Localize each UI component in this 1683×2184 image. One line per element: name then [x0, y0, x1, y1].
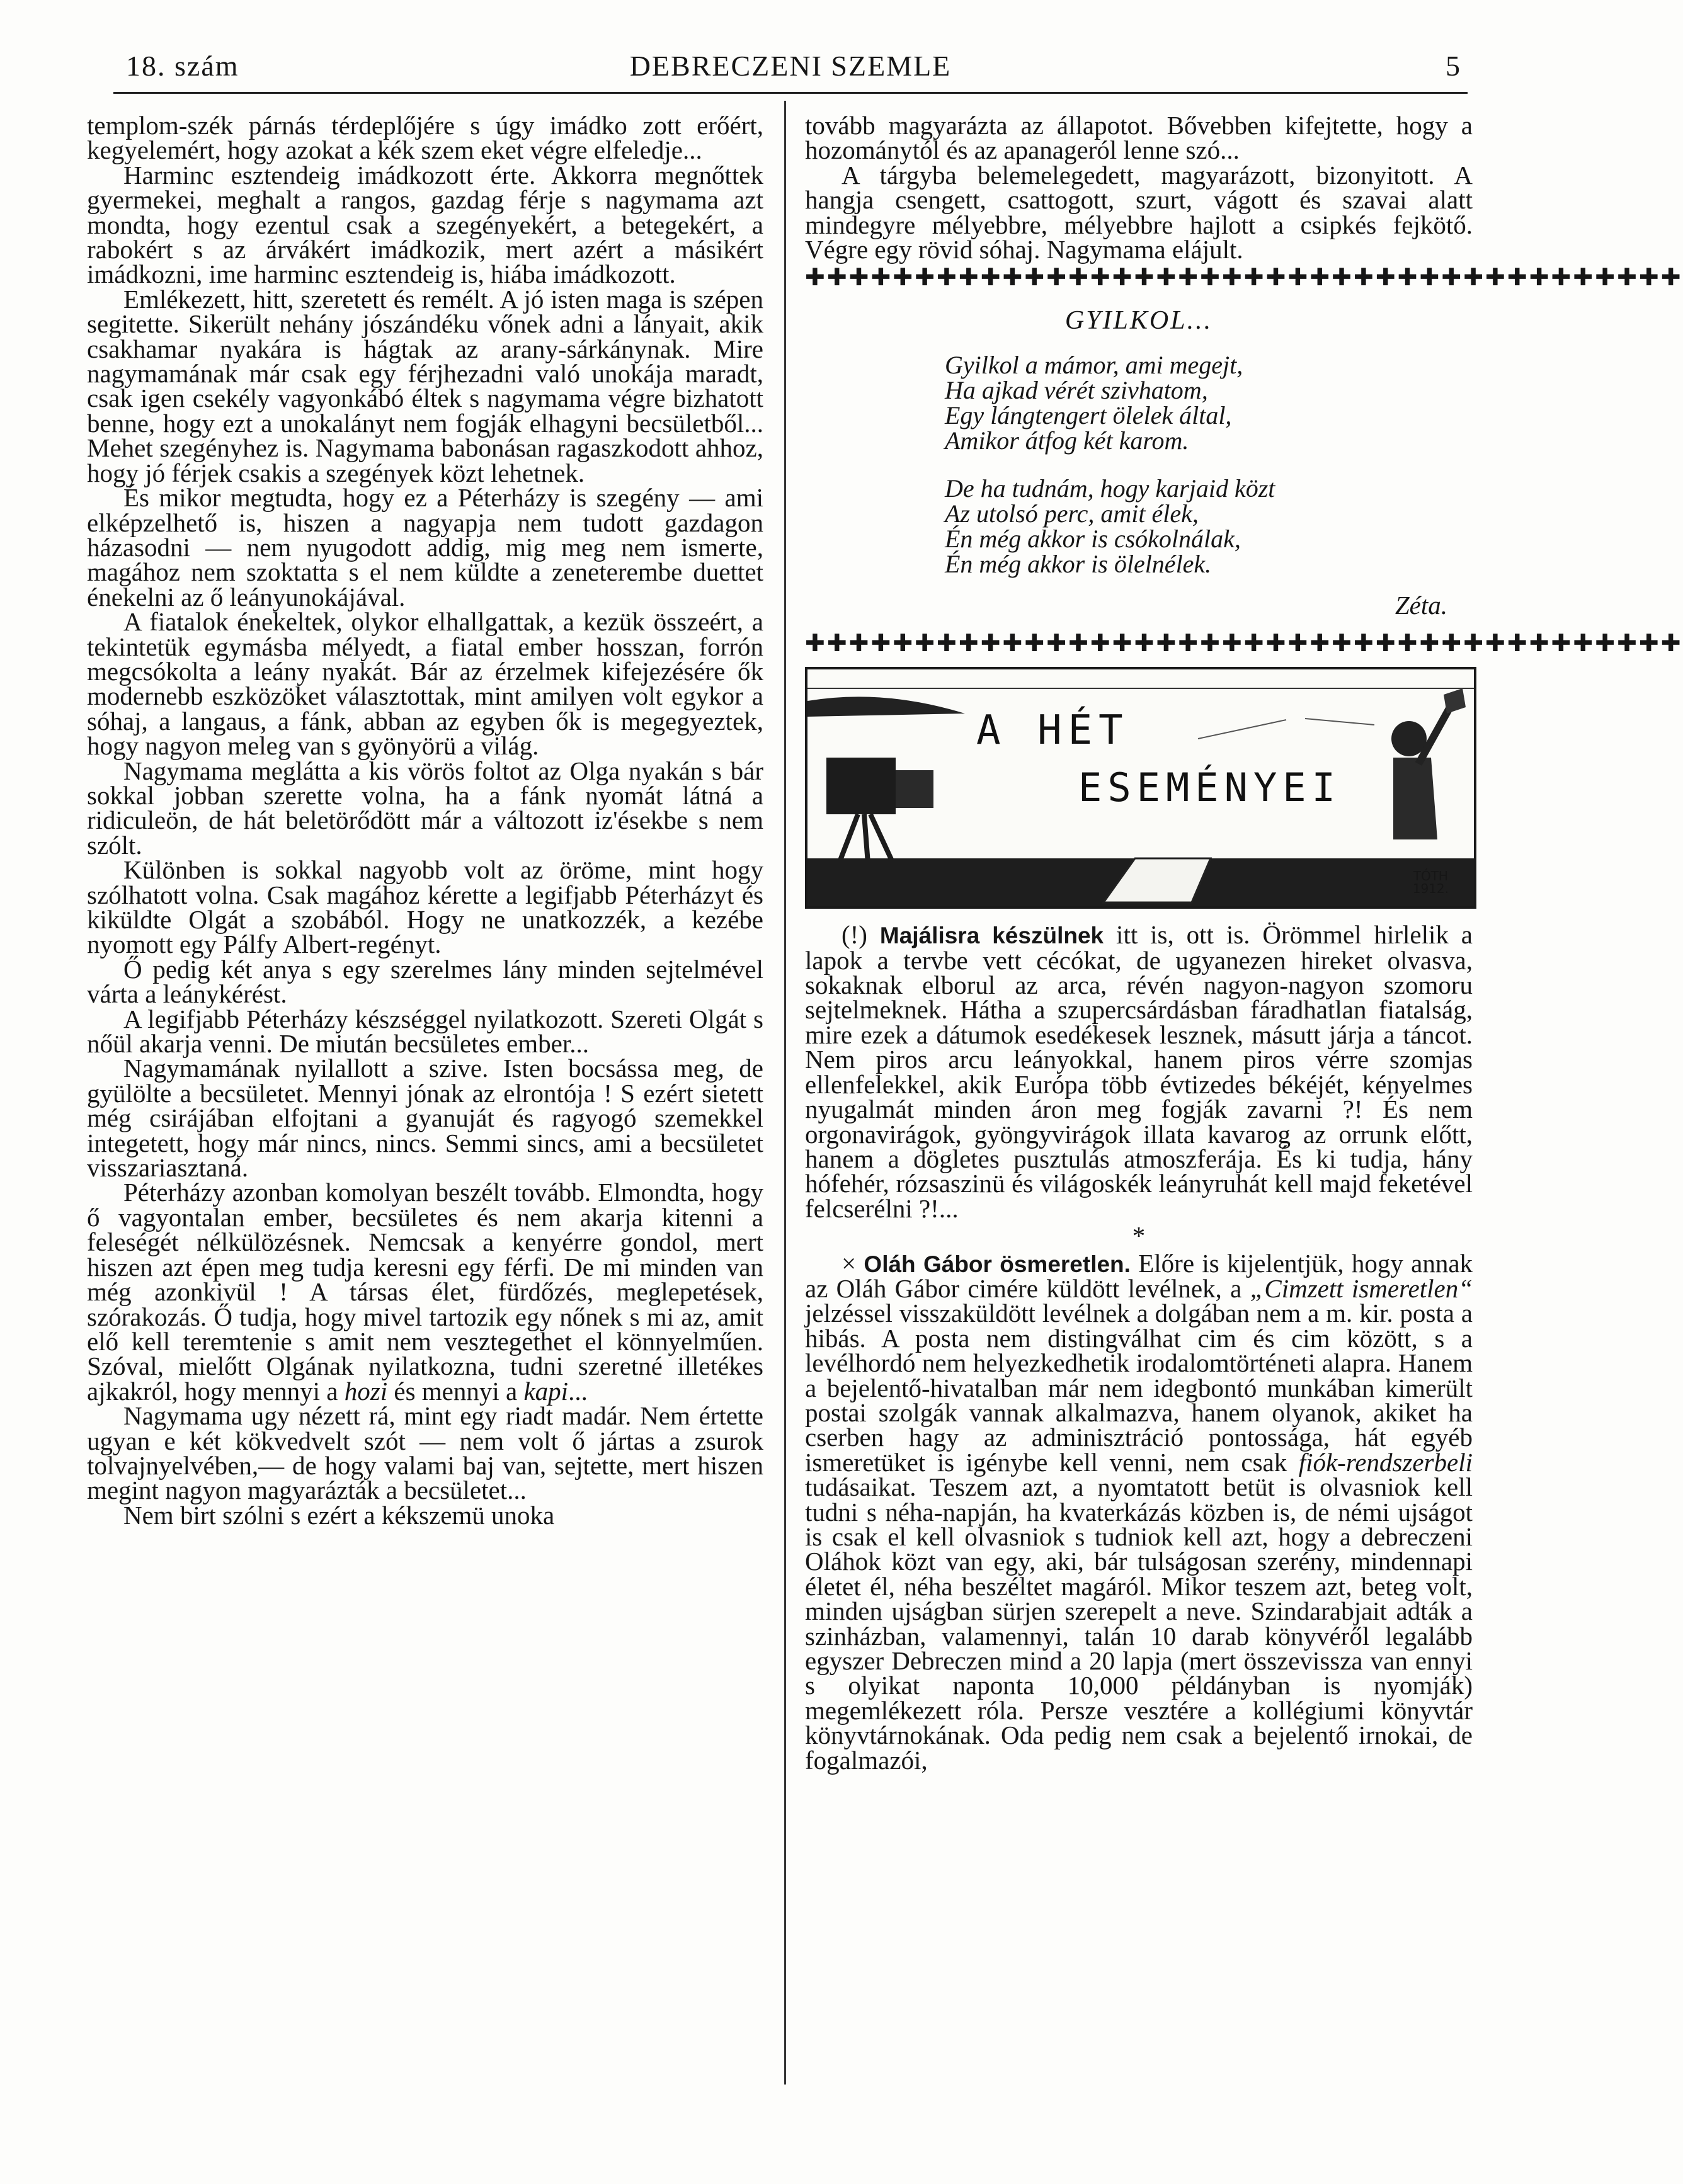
paragraph: Különben is sokkal nagyobb volt az öröme, mint hogy szólhatott volna. Csak magához kérette a legifjabb Péterházyt és kiküldte Olgát a szobából. Hogy ne unatkozzék, a kezébe nyomott egy Pálfy Albert-regényt.: [87, 855, 763, 959]
figure-icon: [1391, 688, 1466, 839]
column-divider: [784, 101, 786, 2084]
poem-signature: Zéta.: [1395, 590, 1447, 620]
poem-line: De ha tudnám, hogy karjaid közt: [945, 474, 1275, 503]
paragraph: Nagymama ugy nézett rá, mint egy riadt madár. Nem értette ugyan e két kökvedvelt szót — nem volt ő jártas a zsurok tolvajnyelvében,— de hogy valami baj van, sejtette, mert hiszen megint nagyon magyarázták a becsületet...: [87, 1401, 763, 1505]
paragraph: [87, 1180, 763, 1404]
news-item: [805, 920, 1473, 1223]
paragraph: A fiatalok énekeltek, olykor elhallgattak, a kezük összeért, a tekintetük egymásba mélyedt, a fiatal ember hosszan, forrón megcsókolta a leány nyakát. Bár az érzelmek kifejezésére ők modernebb eszközöket választottak, mint amilyen volt egykor a sóhaj, a langaus, a fánk, abban az egyben ők is megegyeztek, hogy nagyon meleg van s gyönyörü a világ.: [87, 607, 763, 761]
page-header: [113, 49, 1468, 87]
ornament-rule: ✚✚✚✚✚✚✚✚✚✚✚✚✚✚✚✚✚✚✚✚✚✚✚✚✚✚✚✚✚✚✚✚✚✚✚✚✚✚✚✚: [805, 629, 1683, 657]
banner-subtitle: ESEMÉNYEI: [1078, 765, 1341, 811]
poem-title: GYILKOL...: [1064, 306, 1213, 336]
item-marker: (!): [841, 920, 867, 950]
poem-line: Ha ajkad vérét szivhatom,: [945, 375, 1208, 404]
paragraph: Nagymama meglátta a kis vörös foltot az Olga nyakán s bár sokkal jobban szerette volna, ha a fánk nyomát látná a ridiculeön, de hát beletörődött már a változott iz'ésekbe s nem szólt.: [87, 756, 763, 860]
section-banner: [805, 667, 1476, 909]
header-rule: [113, 92, 1468, 94]
item-text: Előre is kijelentjük, hogy annak az Oláh Gábor cimére küldött levélnek, a: [805, 1248, 1473, 1303]
italic-word: kapi: [523, 1376, 569, 1406]
poem-line: Amikor átfog két karom.: [945, 426, 1189, 455]
paragraph: Nem birt szólni s ezért a kékszemü unoka: [123, 1500, 555, 1530]
item-text: itt is, ott is. Örömmel hirlelik a lapok a tervbe vett cécókat, de ugyanezen hireket olvasva, sokaknak elborul az arca, révén nagyon-nagyon szomoru sejtelmeknek. Hátha a szupercsárdásban fáradhatlan fiatalság, mire ezek a dátumok esedékesek lesznek, másutt járja a táncot. Nem piros arcu leányokkal, hanem piros vérre szomjas ellenfelekkel, akik Európa több évtizedes békéjét, kényelmes nyugalmát minden áron meg fogják zavarni ?! És nem orgonavirágok, gyöngyvirágok illata kavarog az orrunk előtt, hanem a dögletes pusztulás atmoszferája. És ki tudja, hány hófehér, rózsaszinü és világoskék leányruhát kell majd feketével felcserélni ?!...: [805, 920, 1473, 1223]
paragraph: A tárgyba belemelegedett, magyarázott, bizonyitott. A hangja csengett, csattogott, szurt, vágott és szavai alatt mindegyre mélyebbre, mélyebbre hajlott a csipkés fejkötő. Végre egy rövid sóhaj. Nagymama elájult.: [805, 160, 1473, 264]
paragraph: Emlékezett, hitt, szeretett és remélt. A jó isten maga is szépen segitette. Sikerült nehány jószándéku vőnek adni a lányait, akik csakhamar nyakára is hágtak az arany-sárkánynak. Mire nagymamának már csak egy férjhezadni való unokája maradt, csak igen csekély vagyonkábó éltek s nagymama végre bizhatott benne, hogy ezt a unokalányt nem fogják elhagyni becsületből... Mehet szegényhez is. Nagymama babonásan ragaszkodott ahhoz, hogy jó férjek csakis a szegények közt lehetnek.: [87, 284, 763, 487]
artist-name: TÓTH: [1413, 868, 1448, 884]
page-number: 5: [1446, 50, 1461, 82]
news-item: [805, 1248, 1473, 1775]
paragraph: tovább magyarázta az állapotot. Bővebben kifejtette, hogy a hozománytól és az apanageról lenne szó...: [805, 111, 1473, 165]
right-column: [805, 111, 1683, 1775]
artist-year: 1912.: [1412, 881, 1449, 897]
poem-line: Az utolsó perc, amit élek,: [945, 499, 1199, 528]
stanza: [945, 476, 1473, 577]
item-keyword: Majálisra készülnek: [879, 923, 1104, 949]
journal-title: DEBRECZENI SZEMLE: [629, 50, 952, 82]
poem-line: Egy lángtengert ölelek által,: [945, 401, 1232, 429]
left-column: [87, 113, 763, 1528]
paragraph: Harminc esztendeig imádkozott érte. Akkorra megnőttek gyermekei, meghalt a rangos, gazdag férje s nagymama azt mondta, hogy ezentul csak a szegényekért, a betegekért, a rabokért s az árvákért imádkozik, mert azért a másikért imádkozni, ime harminc esztendeig is, hiába imádkozott.: [87, 160, 763, 289]
poem: [805, 350, 1473, 578]
italic-quote: „Cimzett ismeretlen“: [1250, 1273, 1473, 1303]
text-run: és mennyi a: [394, 1376, 518, 1406]
poem-line: Én még akkor is csókolnálak,: [945, 524, 1241, 553]
paragraph: A legifjabb Péterházy készséggel nyilatkozott. Szereti Olgát s nőül akarja venni. De miután becsületes ember...: [87, 1004, 763, 1059]
paragraph: Ő pedig két anya s egy szerelmes lány minden sejtelmével várta a leánykérést.: [87, 954, 763, 1009]
issue-number: 18. szám: [126, 50, 239, 82]
artist-signature: [1413, 870, 1449, 895]
italic-word: fiók-rendszerbeli: [1298, 1447, 1473, 1477]
paragraph: templom-szék párnás térdeplőjére s úgy imádko zott erőért, kegyelemért, hogy azokat a kék szem eket végre elfeledje...: [87, 111, 763, 165]
item-keyword: Oláh Gábor ösmeretlen.: [864, 1251, 1131, 1277]
text-run: Péterházy azonban komolyan beszélt tovább. Elmondta, hogy ő vagyontalan ember, becsületes és nem akarja kitenni a feleségét nélkülözésnek. Nemcsak a kenyérre gondol, mert hiszen azt épen meg tudja keresni egy férfi. De mi minden van még azonkivül ! A társas élet, fürdőzés, meglepetések, szórakozás. Ő tudja, hogy mivel tartozik egy nőnek s mi az, amit elő kell teremtenie s amit nem vesztegethet el könnyelműen. Szóval, mielőtt Olgának nyilatkozna, tudni szeretné illetékes ajkakról, hogy mennyi a: [87, 1178, 763, 1406]
banner-title: A HÉT: [976, 707, 1129, 754]
item-marker: ×: [841, 1248, 857, 1278]
ornament-rule: ✚✚✚✚✚✚✚✚✚✚✚✚✚✚✚✚✚✚✚✚✚✚✚✚✚✚✚✚✚✚✚✚✚✚✚✚✚✚✚✚: [805, 263, 1683, 292]
paragraph: Nagymamának nyilallott a szive. Isten bocsássa meg, de gyülölte a becsületet. Mennyi jónak az elrontója ! S ezért sietett még csirájában elfojtani a gyanuját és ragyogó szemekkel integetett, hogy már nincs, nincs. Semmi sincs, ami a becsületet visszariasztaná.: [87, 1054, 763, 1183]
poem-line: Én még akkor is ölelnélek.: [945, 549, 1212, 578]
stanza: [945, 350, 1473, 455]
item-text: jelzéssel visszaküldött levélnek a dolgában nem a m. kir. posta a hibás. A posta nem distingválhat cim és cim között, s a levélhordó nem helyezkedhetik irodalomtörténeti alapra. Hanem a bejelentő-hivatalban már nem idegbontó munkában kimerült postai szolgák vannak alkalmazva, hanem olyanok, akiket ha cserben hagy az adminisztráció pontossága, hát egyéb ismeretüket is igénybe kell venni, nem csak: [805, 1299, 1473, 1477]
item-text: tudásaikat. Teszem azt, a nyomtatott betüt is olvasniok kell tudni s néha-napján, ha kvaterkázás közben is, de némi ujságot is csak el kell olvasniok s tudniok kell azt, hogy a debreczeni Oláhok közt van egy, aki, bár tulságosan szerény, mindennapi életet él, néha beszéltet magáról. Mikor teszem azt, beteg volt, minden ujságban sürjen szerepelt a neve. Szindarabjait adták a szinházban, valamennyi, talán 10 darab könyvéről legalább egyszer Debreczen mind a 20 lapja (mert összevissza van ennyi s olyikat naponta 10,000 példányban is nyomják) megemlékezett róla. Persze vesztére a kollégiumi könyvtár könyvtárnokának. Oda pedig nem csak a bejelentő irnokai, de fogalmazói,: [805, 1472, 1473, 1775]
poem-line: Gyilkol a mámor, ami megejt,: [945, 350, 1243, 379]
paragraph: És mikor megtudta, hogy ez a Péterházy is szegény — ami elképzelhető is, hiszen a nagyapja nem tudott gazdagon házasodni — nem nyugodott addig, mig meg nem ismerte, magához nem szoktatta s el nem küldte a zeneterembe duettet énekelni az ő leányunokájával.: [87, 483, 763, 611]
text-run: ...: [568, 1376, 588, 1406]
italic-word: hozi: [344, 1376, 388, 1406]
separator-star: *: [1132, 1221, 1146, 1251]
